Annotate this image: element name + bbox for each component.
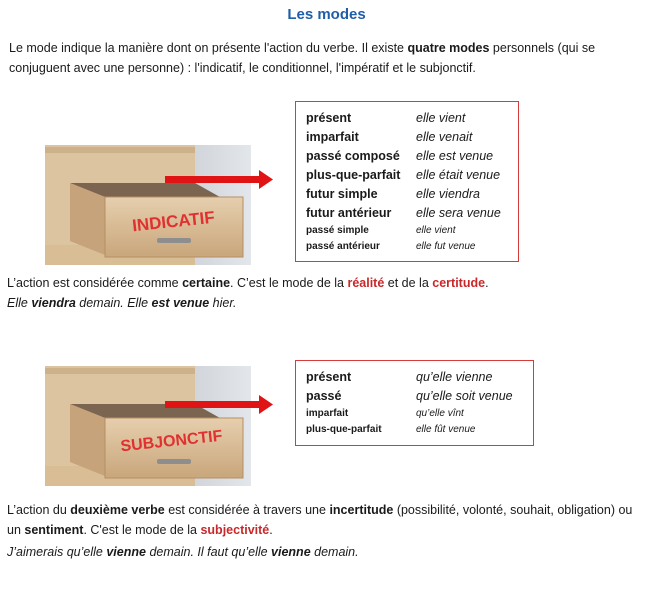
tense-name: passé composé <box>306 148 400 163</box>
tense-form: elle fût venue <box>416 423 476 435</box>
drawer-photo-indicatif <box>45 145 251 265</box>
desc-text: . <box>485 276 489 290</box>
example-bold: est venue <box>151 296 210 310</box>
tense-row <box>306 127 518 146</box>
tense-name: futur simple <box>306 186 378 201</box>
tense-form: elle vient <box>416 224 456 236</box>
tense-box-indicatif <box>295 101 519 262</box>
tense-name: passé simple <box>306 224 369 236</box>
tense-name: futur antérieur <box>306 205 392 220</box>
tense-name: plus-que-parfait <box>306 423 382 435</box>
drawer-label-subjonctif: SUBJONCTIF <box>119 427 224 456</box>
tense-form: elle fut venue <box>416 240 476 252</box>
tense-row-small <box>306 238 518 254</box>
example-text: Elle <box>7 296 32 310</box>
tense-form: elle était venue <box>416 167 501 182</box>
intro-text: Le mode indique la manière dont on présente l'action du verbe. Il existe <box>9 41 408 55</box>
desc-text: est considérée à travers une <box>164 503 330 517</box>
desc-text: . C'est le mode de la <box>83 523 201 537</box>
tense-row <box>306 108 518 127</box>
tense-row-small <box>306 222 518 238</box>
example-bold: vienne <box>271 545 311 559</box>
tense-form: elle sera venue <box>416 205 501 220</box>
example-bold: vienne <box>106 545 146 559</box>
desc-text: et de la <box>384 276 433 290</box>
arrow-icon <box>165 170 275 195</box>
intro-bold: quatre modes <box>407 41 490 55</box>
drawer-photo-subjonctif <box>45 366 251 486</box>
desc-text: . C’est le mode de la <box>230 276 348 290</box>
desc-text: L’action du <box>7 503 71 517</box>
desc-text: . <box>269 523 273 537</box>
desc-bold: sentiment <box>24 523 84 537</box>
desc-highlight: subjectivité <box>200 523 270 537</box>
tense-row <box>306 386 533 405</box>
example-bold: viendra <box>31 296 76 310</box>
desc-highlight: réalité <box>347 276 385 290</box>
tense-name: présent <box>306 369 352 384</box>
tense-form: elle est venue <box>416 148 494 163</box>
tense-row-small <box>306 405 533 421</box>
example-text: demain. Elle <box>75 296 152 310</box>
tense-row <box>306 165 518 184</box>
desc-bold: certaine <box>182 276 231 290</box>
tense-form: qu’elle vienne <box>416 369 493 384</box>
tense-name: présent <box>306 110 352 125</box>
indicatif-example <box>7 293 647 313</box>
example-text: demain. Il faut qu’elle <box>145 545 272 559</box>
intro-paragraph <box>9 38 644 78</box>
tense-name: plus-que-parfait <box>306 167 401 182</box>
desc-text: (possibilité, volonté, souhait, obligation) ou un <box>7 503 633 537</box>
tense-form: qu’elle vînt <box>416 407 464 419</box>
subjonctif-example <box>7 542 647 562</box>
desc-text: L’action est considérée comme <box>7 276 183 290</box>
tense-row <box>306 203 518 222</box>
tense-box-subjonctif <box>295 360 534 446</box>
tense-name: passé <box>306 388 342 403</box>
arrow-icon <box>165 395 275 420</box>
subjonctif-description <box>7 500 647 540</box>
tense-row <box>306 146 518 165</box>
tense-row <box>306 367 533 386</box>
tense-form: elle viendra <box>416 186 480 201</box>
tense-row <box>306 184 518 203</box>
tense-row-small <box>306 421 533 437</box>
tense-name: imparfait <box>306 129 359 144</box>
intro-text-2: personnels (qui se conjuguent avec une personne) : l'indicatif, le conditionnel, l'impératif et le subjonctif. <box>9 41 596 75</box>
indicatif-description <box>7 273 647 293</box>
desc-bold: deuxième verbe <box>70 503 165 517</box>
tense-name: imparfait <box>306 407 349 419</box>
tense-form: qu’elle soit venue <box>416 388 513 403</box>
desc-bold: incertitude <box>329 503 394 517</box>
example-text: demain. <box>310 545 359 559</box>
tense-name: passé antérieur <box>306 240 380 252</box>
page-title: Les modes <box>287 6 366 23</box>
drawer-label-indicatif: INDICATIF <box>131 207 216 236</box>
example-text: hier. <box>209 296 237 310</box>
tense-form: elle venait <box>416 129 473 144</box>
tense-form: elle vient <box>416 110 466 125</box>
desc-highlight: certitude <box>432 276 486 290</box>
example-text: J’aimerais qu’elle <box>7 545 107 559</box>
